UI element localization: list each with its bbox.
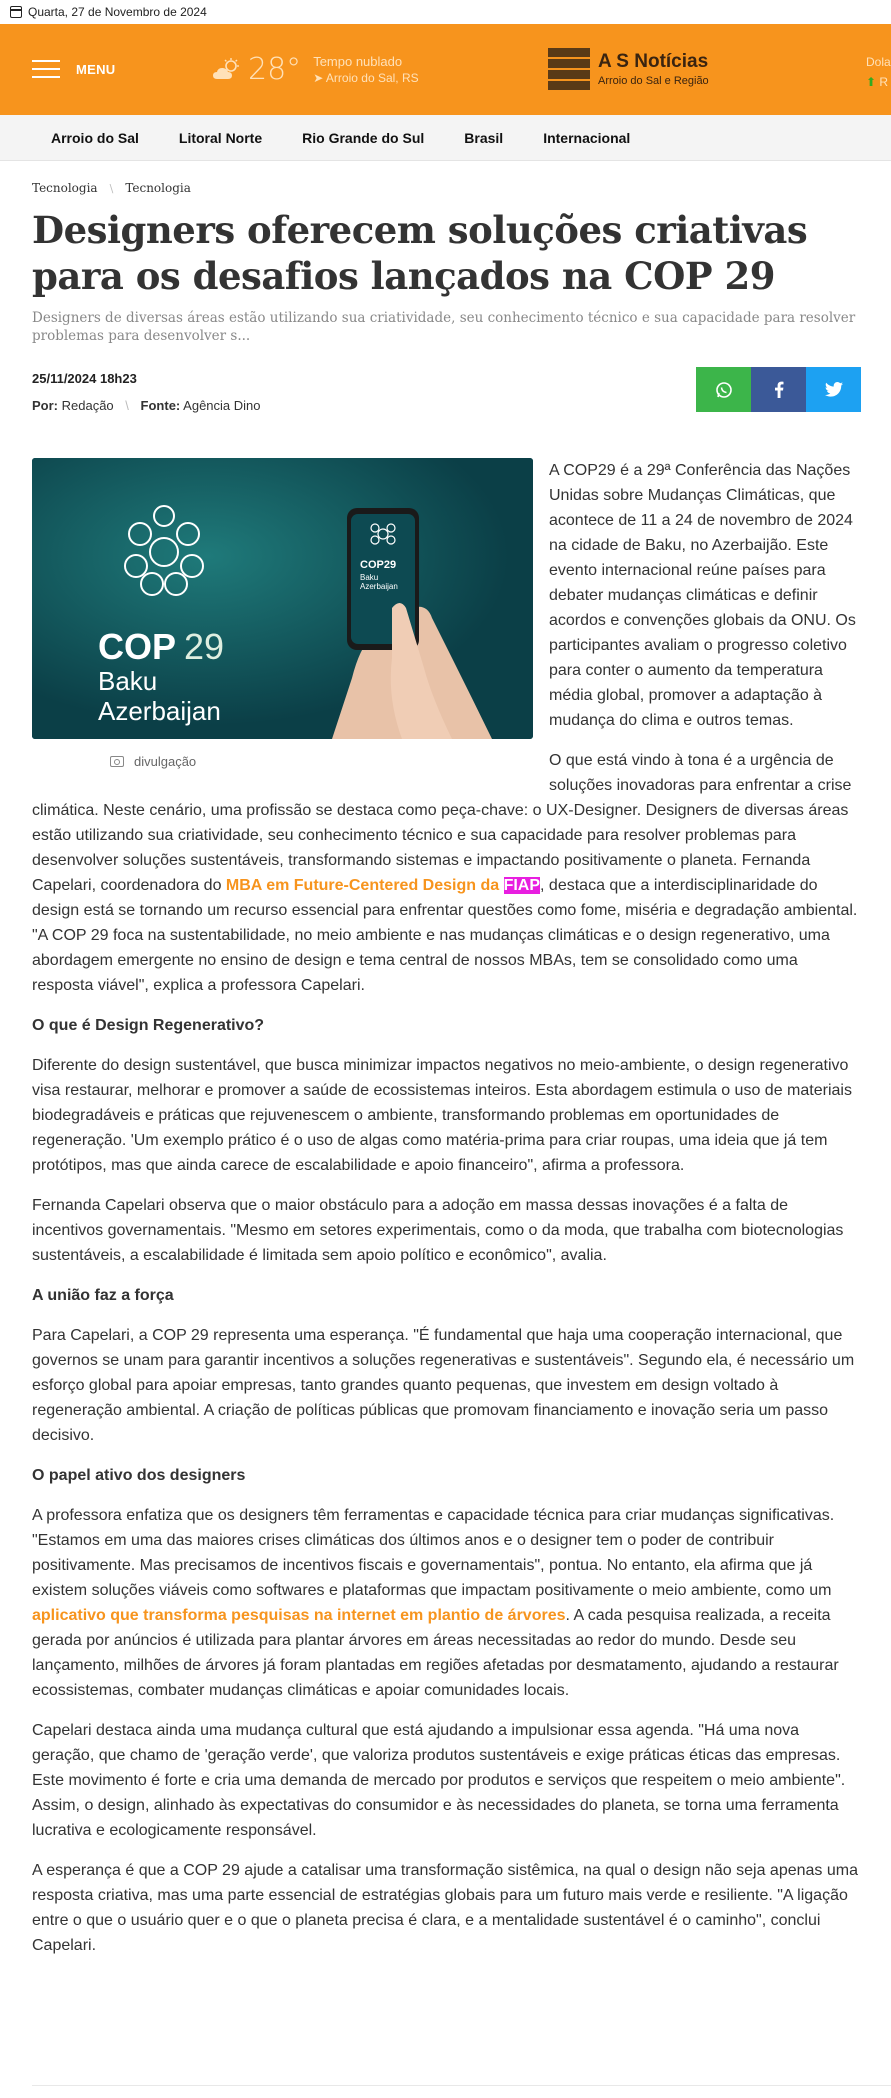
share-whatsapp-button[interactable] xyxy=(696,367,751,412)
author-label: Por: xyxy=(32,398,58,413)
paragraph-2-text: O que está vindo à tona é a urgência de soluções inovadoras para enfrentar a crise climática. Neste cenário, uma profissão se destaca como peça-chave: o UX-Designer. Designers de diversas áreas estão utilizando sua criatividade, seu conhecimento técnico e sua capacidade para resolver problemas para desenvolver soluções sustentáveis, transformando sistemas e impactando positivamente o planeta. Fernanda Capelari, coordenadora do xyxy=(32,752,852,894)
image-city: Baku xyxy=(98,666,158,696)
breadcrumb-separator: \ xyxy=(109,181,114,195)
currency-widget xyxy=(866,52,891,92)
menu-label: MENU xyxy=(76,61,116,77)
phone-cop-text: COP29 xyxy=(360,559,397,571)
article-figure xyxy=(32,458,533,774)
breadcrumb-item[interactable]: Tecnologia xyxy=(32,181,98,195)
source-label: Fonte: xyxy=(140,398,181,413)
twitter-icon xyxy=(825,382,843,397)
share-facebook-button[interactable] xyxy=(751,367,806,412)
paragraph-2 xyxy=(32,748,859,998)
partly-cloudy-icon xyxy=(212,58,242,82)
logo-mark-icon xyxy=(548,48,590,90)
paragraph-4: Fernanda Capelari observa que o maior obstáculo para a adoção em massa dessas inovações é a falta de incentivos governamentais. "Mesmo em setores experimentais, como o da moda, que trabalha com biotecnologias sustentáveis, a escalabilidade é limitada sem apoio político e econômico", avalia. xyxy=(32,1197,844,1264)
paragraph-8: A esperança é que a COP 29 ajude a catalisar uma transformação sistêmica, na qual o design não seja apenas uma resposta criativa, mas uma parte essencial de estratégias globais para um futuro mais verde e resiliente. "A ligação entre o que o usuário quer e o que o planeta precisa é clara, e a mentalidade sustentável é o caminho", conclui Capelari. xyxy=(32,1862,858,1954)
site-logo[interactable] xyxy=(548,48,709,90)
mba-link-text: MBA em Future-Centered Design da xyxy=(225,877,504,894)
tree-planting-app-link[interactable]: aplicativo que transforma pesquisas na internet em plantio de árvores xyxy=(32,1607,566,1624)
paragraph-6 xyxy=(32,1503,859,1703)
subheading-design-regenerativo: O que é Design Regenerativo? xyxy=(32,1017,265,1034)
top-date-bar xyxy=(0,0,891,24)
image-cop-number: 29 xyxy=(184,626,225,667)
cop29-illustration xyxy=(32,458,533,739)
main-nav xyxy=(0,115,891,161)
paragraph-6-text-end: . A cada pesquisa realizada, a receita gerada por anúncios é utilizada para plantar árvores em áreas necessitadas ao redor do mundo. Desde seu lançamento, milhões de árvores já foram plantadas em regiões afetadas por desmatamento, ajudando a restaurar ecossistemas, combater mudanças climáticas e apoiar comunidades locais. xyxy=(32,1607,839,1699)
article-title: Designers oferecem soluções criativas para os desafios lançados na COP 29 xyxy=(32,208,808,298)
subheading-uniao: A união faz a força xyxy=(32,1287,174,1304)
logo-title: A S Notícias xyxy=(598,51,709,72)
currency-up-icon: ⬆ xyxy=(866,75,877,89)
paragraph-3: Diferente do design sustentável, que busca minimizar impactos negativos no meio-ambiente, o design regenerativo visa restaurar, melhorar e promover a saúde de ecossistemas inteiros. Esta abordagem estimula o uso de materiais biodegradáveis e práticas que rejuvenescem o ambiente, transformando problemas em oportunidades de regeneração. 'Um exemplo prático é o uso de algas como matéria-prima para criar roupas, uma ideia que já tem protótipos, mas que ainda carece de escalabilidade e apoio financeiro", afirma a professora. xyxy=(32,1057,852,1174)
site-header xyxy=(0,24,891,115)
subheading-papel-ativo: O papel ativo dos designers xyxy=(32,1467,246,1484)
article-body xyxy=(32,458,859,1958)
whatsapp-icon xyxy=(715,381,733,399)
nav-item-internacional[interactable]: Internacional xyxy=(543,129,631,146)
hamburger-icon xyxy=(32,60,60,78)
breadcrumb-item[interactable]: Tecnologia xyxy=(125,181,191,195)
nav-item-brasil[interactable]: Brasil xyxy=(464,129,504,146)
breadcrumb xyxy=(32,181,859,195)
currency-label: Dola xyxy=(866,55,891,69)
source-name: Agência Dino xyxy=(183,398,261,413)
nav-item-rio-grande-do-sul[interactable]: Rio Grande do Sul xyxy=(302,129,425,146)
publish-date: 25/11/2024 18h23 xyxy=(32,371,137,386)
weather-condition: Tempo nublado xyxy=(313,53,403,69)
share-buttons xyxy=(696,367,861,412)
currency-sub: R xyxy=(879,75,889,89)
facebook-icon xyxy=(774,381,784,398)
paragraph-5: Para Capelari, a COP 29 representa uma esperança. "É fundamental que haja uma cooperação internacional, que governos se unam para garantir incentivos a soluções regenerativas e sustentáveis". Segundo ela, é necessário um esforço global para apoiar empresas, tanto grandes quanto pequenas, que investem em design voltado à regeneração ambiental. A criação de políticas públicas que promovam financiamento e inovação seria um passo decisivo. xyxy=(32,1327,855,1444)
image-cop-text: COP xyxy=(98,626,177,667)
weather-location: Arroio do Sal, RS xyxy=(325,70,419,85)
author-name: Redação xyxy=(61,398,114,413)
mba-fiap-link[interactable] xyxy=(226,877,540,894)
article xyxy=(0,181,891,1958)
temperature: 28° xyxy=(248,52,302,87)
paragraph-1: A COP29 é a 29ª Conferência das Nações Unidas sobre Mudanças Climáticas, que acontece de 11 a 24 de novembro de 2024 na cidade de Baku, no Azerbaijão. Este evento internacional reúne países para debater mudanças climáticas e definir acordos e convenções globais da ONU. Os participantes avaliam o progresso coletivo para conter o aumento da temperatura média global, promover a adaptação à mudança do clima e outros temas. xyxy=(549,462,856,729)
article-meta: 25/11/2024 18h23 Por: Redação \ Fonte: Agência Dino xyxy=(32,371,859,419)
paragraph-7: Capelari destaca ainda uma mudança cultural que está ajudando a impulsionar essa agenda. "Há uma nova geração, que chamo de 'geração verde', que valoriza produtos sustentáveis e exige práticas éticas das empresas. Este movimento é forte e cria uma demanda de mercado por produtos e serviços que respeitem o meio ambiente". Assim, o design, alinhado às expectativas do consumidor e às necessidades do planeta, se torna uma ferramenta lucrativa e ecologicamente responsável. xyxy=(32,1722,846,1839)
share-twitter-button[interactable] xyxy=(806,367,861,412)
menu-button[interactable] xyxy=(32,60,115,78)
calendar-icon xyxy=(10,6,22,18)
paragraph-2-text-end: , destaca que a interdisciplinaridade do design está se tornando um recurso essencial para enfrentar questões como fome, miséria e degradação ambiental. "A COP 29 foca na sustentabilidade, no meio ambiente e nas mudanças climáticas e o design regenerativo, uma abordagem emergente no ensino de design e tema central de nossos MBAs, tem se consolidado como uma resposta viável", explica a professora Capelari. xyxy=(32,877,858,994)
phone-city: Baku xyxy=(360,573,379,582)
article-lead: Designers de diversas áreas estão utilizando sua criatividade, seu conhecimento técnico e sua capacidade para resolver problemas para desenvolver s... xyxy=(32,310,856,344)
footer-divider xyxy=(32,2085,891,2086)
logo-subtitle: Arroio do Sal e Região xyxy=(598,75,709,87)
phone-country: Azerbaijan xyxy=(360,582,398,591)
article-image[interactable] xyxy=(32,458,533,739)
camera-icon xyxy=(110,756,124,767)
caption-text: divulgação xyxy=(134,754,197,769)
image-caption xyxy=(110,749,533,774)
nav-item-litoral-norte[interactable]: Litoral Norte xyxy=(178,129,263,146)
nav-item-arroio-do-sal[interactable]: Arroio do Sal xyxy=(51,129,139,146)
weather-widget[interactable] xyxy=(212,52,419,87)
image-country: Azerbaijan xyxy=(98,696,221,726)
fiap-highlight: FIAP xyxy=(503,877,541,894)
current-date: Quarta, 27 de Novembro de 2024 xyxy=(28,5,207,19)
paragraph-6-text: A professora enfatiza que os designers têm ferramentas e capacidade técnica para criar mudanças significativas. "Estamos em uma das maiores crises climáticas dos últimos anos e o designer tem o poder de contribuir positivamente. Mas precisamos de incentivos fiscais e governamentais", pontua. No entanto, ela afirma que já existem soluções viáveis como softwares e plataformas que impactam positivamente o meio ambiente, como um xyxy=(32,1507,835,1599)
location-arrow-icon: ➤ xyxy=(313,70,326,85)
